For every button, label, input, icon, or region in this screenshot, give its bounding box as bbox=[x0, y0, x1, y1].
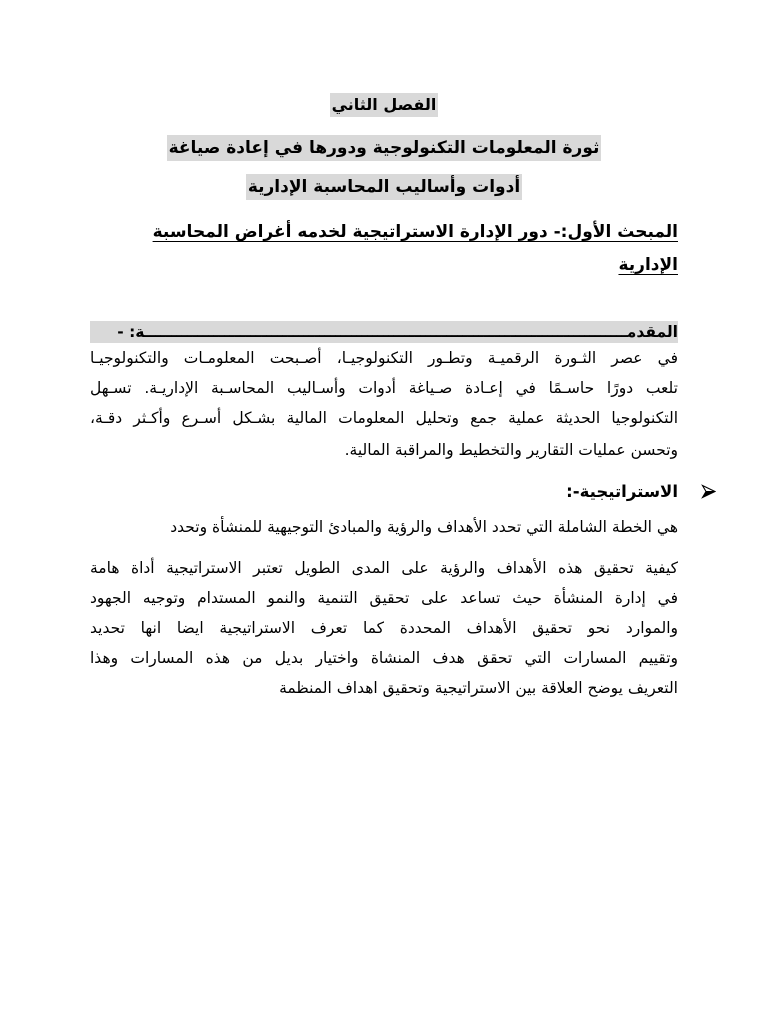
section-heading-text-1: المبحث الأول:- دور الإدارة الاستراتيجية لخدمه أغراض المحاسبة bbox=[152, 222, 678, 242]
strategy-paragraph-line: التعريف يوضح العلاقة بين الاستراتيجية وتحقيق اهداف المنظمة bbox=[279, 679, 678, 697]
section-heading-line-1 bbox=[90, 217, 678, 247]
section-heading-text-2: الإدارية bbox=[618, 255, 678, 275]
strategy-paragraph-line: كيفية تحقيق هذه الأهداف والرؤية على المدى الطويل تعتبر الاستراتيجية أداة هامة bbox=[90, 559, 678, 577]
chapter-title-row bbox=[60, 93, 708, 117]
strategy-paragraph-line: والموارد نحو تحقيق الأهداف المحددة كما تعرف الاستراتيجية ايضا انها تحديد bbox=[90, 619, 678, 637]
intro-paragraph-line: تلعب دورًا حاسـمًا في إعـادة صـياغة أدوات وأسـاليب المحاسـبة الإداريـة. تسـهل bbox=[90, 379, 678, 397]
strategy-paragraph-line: وتقييم المسارات التي تحقق هدف المنشاة واختيار بديل من هذه المسارات وهذا bbox=[90, 649, 678, 667]
strategy-lead-line: هي الخطة الشاملة التي تحدد الأهداف والرؤية والمبادئ التوجيهية للمنشأة وتحدد bbox=[170, 518, 678, 536]
intro-label: المقدمـــــــــــــــــــــــــــــــــــــــــــــــــــــــــــــــــــــــــــــــــــــــــــة: - bbox=[90, 321, 678, 343]
chapter-title: الفصل الثاني bbox=[330, 93, 439, 117]
strategy-paragraph-line: في إدارة المنشأة حيث تساعد على تحقيق التنمية والنمو المستدام وتوجيه الجهود bbox=[90, 589, 678, 607]
bullet-heading: الاستراتيجية-: bbox=[566, 482, 678, 501]
section-heading-line-2 bbox=[90, 250, 678, 280]
intro-paragraph-line: التكنولوجيا الحديثة عملية جمع وتحليل المعلومات المالية بشـكل أسـرع وأكـثر دقـة، bbox=[90, 409, 678, 427]
chapter-subtitle-2: أدوات وأساليب المحاسبة الإدارية bbox=[246, 174, 522, 200]
arrow-bullet-icon bbox=[701, 484, 716, 499]
intro-paragraph-line: في عصر الثـورة الرقميـة وتطـور التكنولوجيـا، أصـبحت المعلومـات والتكنولوجيـا bbox=[90, 349, 678, 367]
intro-paragraph-line: وتحسن عمليات التقارير والتخطيط والمراقبة المالية. bbox=[344, 441, 678, 459]
chapter-subtitle-1: ثورة المعلومات التكنولوجية ودورها في إعادة صياغة bbox=[167, 135, 602, 161]
chapter-subtitle-row-2 bbox=[60, 174, 708, 200]
chapter-subtitle-row-1 bbox=[60, 135, 708, 161]
